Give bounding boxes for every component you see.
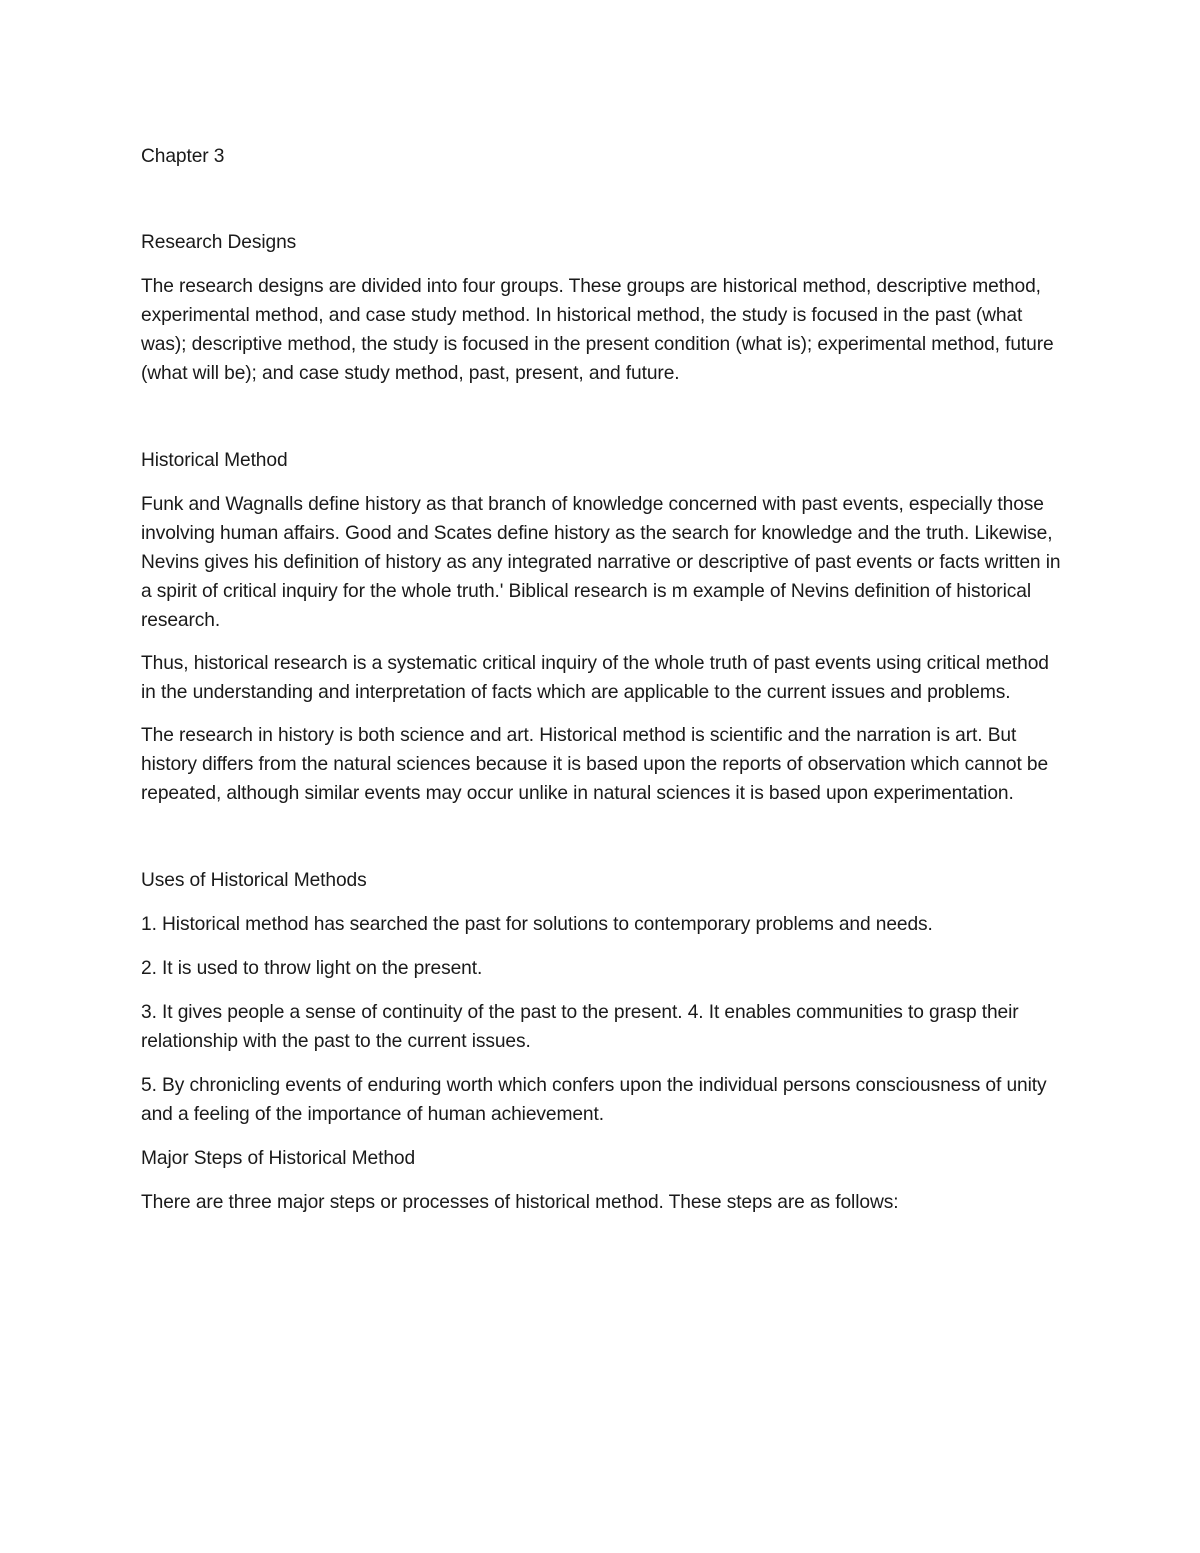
paragraph: Funk and Wagnalls define history as that branch of knowledge concerned with past events, especially those involving human affairs. Good and Scates define history as the search for knowledge and the truth. Likewise, Nevins gives his definition of history as any integrated narrative or descriptive of past events or facts written in a spirit of critical inquiry for the whole truth.' Biblical research is m example of Nevins definition of historical research.: [141, 494, 1061, 631]
section-heading: Research Designs: [141, 232, 297, 253]
paragraph: The research in history is both science and art. Historical method is scientific and the narration is art. But history differs from the natural sciences because it is based upon the reports of observation which cannot be repeated, although similar events may occur unlike in natural sciences it is based upon experimentation.: [141, 725, 1049, 804]
list-item: 1. Historical method has searched the past for solutions to contemporary problems and needs.: [141, 914, 933, 935]
section-major-steps: [141, 1144, 1066, 1217]
document-page: [141, 142, 1066, 1231]
section-heading: Major Steps of Historical Method: [141, 1148, 416, 1169]
paragraph: The research designs are divided into four groups. These groups are historical method, descriptive method, experimental method, and case study method. In historical method, the study is focused in the past (what was); descriptive method, the study is focused in the present condition (what is); experimental method, future (what will be); and case study method, past, present, and future.: [141, 276, 1054, 384]
paragraph: There are three major steps or processes of historical method. These steps are as follows:: [141, 1192, 899, 1213]
list-item: 2. It is used to throw light on the present.: [141, 958, 483, 979]
list-item: 5. By chronicling events of enduring worth which confers upon the individual persons consciousness of unity and a feeling of the importance of human achievement.: [141, 1075, 1047, 1125]
section-heading: Uses of Historical Methods: [141, 870, 367, 891]
section-historical-method: [141, 446, 1066, 808]
list-item: 3. It gives people a sense of continuity of the past to the present. 4. It enables communities to grasp their relationship with the past to the current issues.: [141, 1002, 1019, 1052]
paragraph: Thus, historical research is a systematic critical inquiry of the whole truth of past events using critical method in the understanding and interpretation of facts which are applicable to the current issues and problems.: [141, 653, 1049, 703]
chapter-title: Chapter 3: [141, 146, 225, 167]
section-research-designs: [141, 228, 1066, 388]
section-heading: Historical Method: [141, 450, 288, 471]
section-uses-of-historical-methods: [141, 866, 1066, 1129]
